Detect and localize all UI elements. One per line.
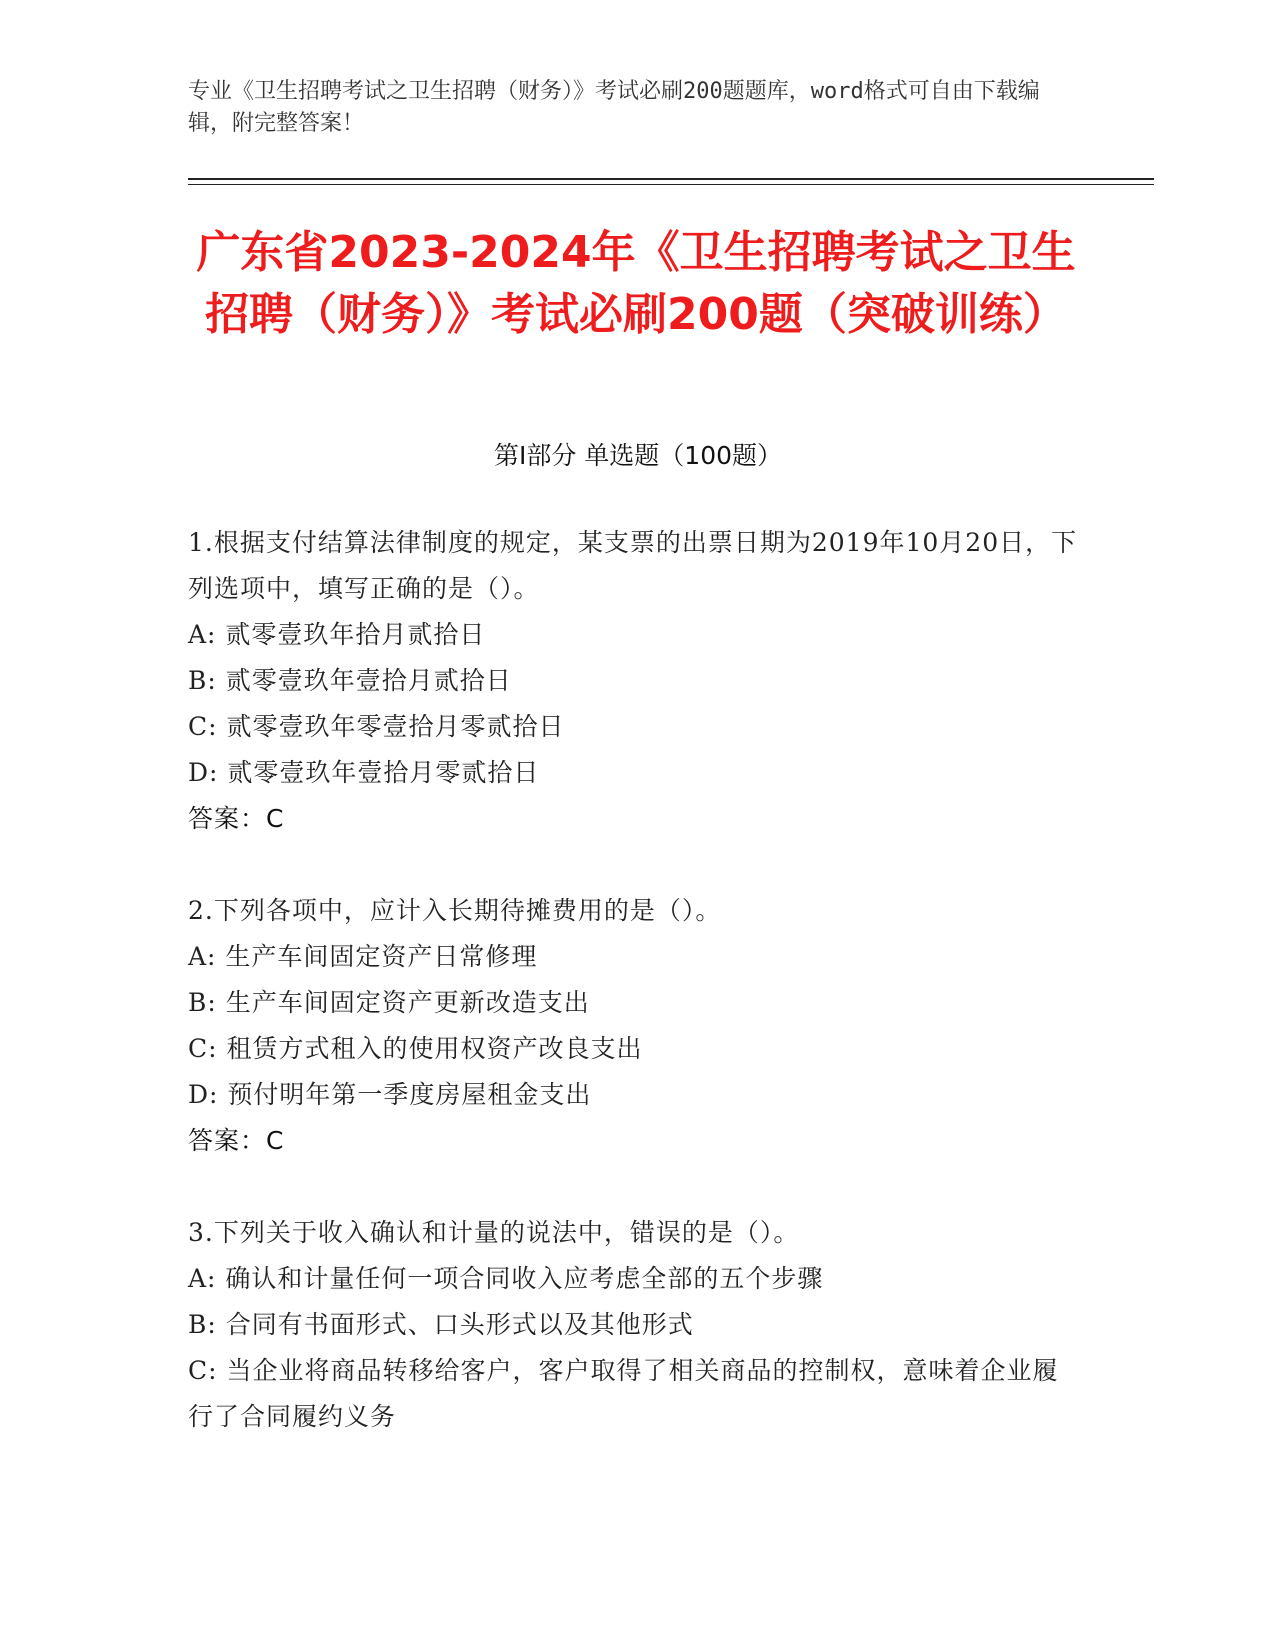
option-b: B: 生产车间固定资产更新改造支出: [188, 988, 590, 1017]
answer: 答案：C: [188, 1126, 285, 1155]
question-stem: 3.下列关于收入确认和计量的说法中，错误的是（）。: [188, 1218, 800, 1247]
option-a: A: 生产车间固定资产日常修理: [188, 942, 538, 971]
document-title: 广东省2023-2024年《卫生招聘考试之卫生招聘（财务）》考试必刷200题（突破训练）: [196, 227, 1076, 340]
option-d: D: 贰零壹玖年壹拾月零贰拾日: [188, 758, 540, 787]
section-heading: 第I部分 单选题（100题）: [493, 441, 783, 470]
question-3: [188, 1210, 1078, 1440]
option-d: D: 预付明年第一季度房屋租金支出: [188, 1080, 592, 1109]
option-c: C: 当企业将商品转移给客户，客户取得了相关商品的控制权，意味着企业履行了合同履约义务: [188, 1356, 1059, 1431]
header-divider-thick: [188, 178, 1154, 180]
answer: 答案：C: [188, 804, 285, 833]
option-b: B: 合同有书面形式、口头形式以及其他形式: [188, 1310, 694, 1339]
header-divider-thin: [188, 184, 1154, 185]
option-a: A: 贰零壹玖年拾月贰拾日: [188, 620, 486, 649]
question-stem: 1.根据支付结算法律制度的规定，某支票的出票日期为2019年10月20日，下列选项中，填写正确的是（）。: [188, 528, 1078, 603]
question-2: [188, 888, 1078, 1164]
option-a: A: 确认和计量任何一项合同收入应考虑全部的五个步骤: [188, 1264, 824, 1293]
option-c: C: 租赁方式租入的使用权资产改良支出: [188, 1034, 643, 1063]
question-1: [188, 520, 1078, 842]
option-c: C: 贰零壹玖年零壹拾月零贰拾日: [188, 712, 565, 741]
option-b: B: 贰零壹玖年壹拾月贰拾日: [188, 666, 512, 695]
header-note: 专业《卫生招聘考试之卫生招聘（财务）》考试必刷200题题库，word格式可自由下载编辑，附完整答案！: [188, 79, 1040, 136]
question-stem: 2.下列各项中，应计入长期待摊费用的是（）。: [188, 896, 722, 925]
